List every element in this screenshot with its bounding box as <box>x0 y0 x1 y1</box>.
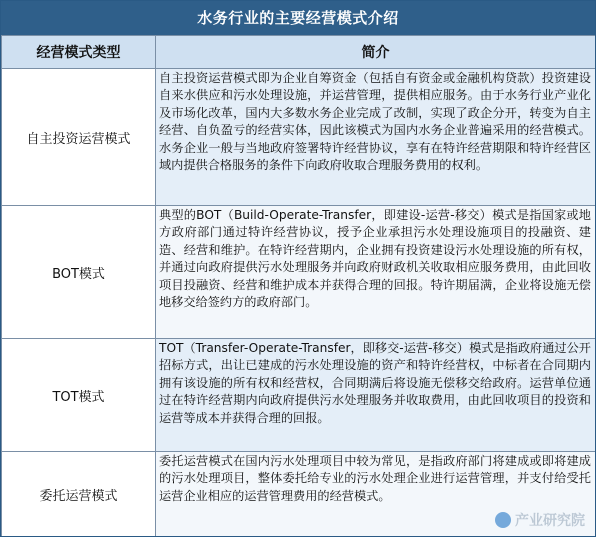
watermark-text: 产业研究院 <box>515 513 585 529</box>
row-desc: TOT（Transfer-Operate-Transfer，即移交-运营-移交）模式是指政府通过公开招标方式，出让已建成的污水处理设施的资产和特许经营权，中标者在合同期内拥有该设施的所有权和经营权，合同期满后将设施无偿移交给政府。运营单位通过在特许经营期内向政府提供污水处理服务并收取费用，由此回收项目的投资和运营等成本并获得合理的回报。 <box>156 339 596 452</box>
business-model-table <box>1 35 596 537</box>
table-row <box>2 206 596 339</box>
watermark-logo-icon <box>495 512 511 528</box>
row-type: 委托运营模式 <box>2 452 156 537</box>
table-row <box>2 339 596 452</box>
row-desc: 委托运营模式在国内污水处理项目中较为常见，是指政府部门将建成或即将建成的污水处理项目，整体委托给专业的污水处理企业进行运营管理，并支付给受托运营企业相应的运营管理费用的经营模式。 <box>156 452 596 537</box>
row-type: 自主投资运营模式 <box>2 69 156 206</box>
table-title: 水务行业的主要经营模式介绍 <box>1 1 595 35</box>
header-desc: 简介 <box>156 36 596 69</box>
row-desc: 典型的BOT（Build-Operate-Transfer，即建设-运营-移交）模式是指国家或地方政府部门通过特许经营协议，授予企业承担污水处理设施项目的投融资、建造、经营和维护。在特许经营期内，企业拥有投资建设污水处理设施的所有权，并通过向政府提供污水处理服务并向政府财政机关收取相应服务费用，由此回收项目投融资、经营和维护成本并获得合理的回报。特许期届满，企业将设施无偿地移交给签约方的政府部门。 <box>156 206 596 339</box>
header-type: 经营模式类型 <box>2 36 156 69</box>
row-desc: 自主投资运营模式即为企业自筹资金（包括自有资金或金融机构贷款）投资建设自来水供应和污水处理设施，并运营管理，提供相应服务。由于水务行业产业化及市场化改革，国内大多数水务企业完成了改制，实现了政企分开，转变为自主经营、自负盈亏的经营实体，因此该模式为国内水务企业普遍采用的经营模式。水务企业一般与当地政府签署特许经营协议，享有在特许经营期限和特许经营区域内提供合格服务的条件下向政府收取合理服务费用的权利。 <box>156 69 596 206</box>
watermark <box>495 510 585 530</box>
header-row <box>2 36 596 69</box>
row-type: TOT模式 <box>2 339 156 452</box>
table-row <box>2 69 596 206</box>
row-type: BOT模式 <box>2 206 156 339</box>
